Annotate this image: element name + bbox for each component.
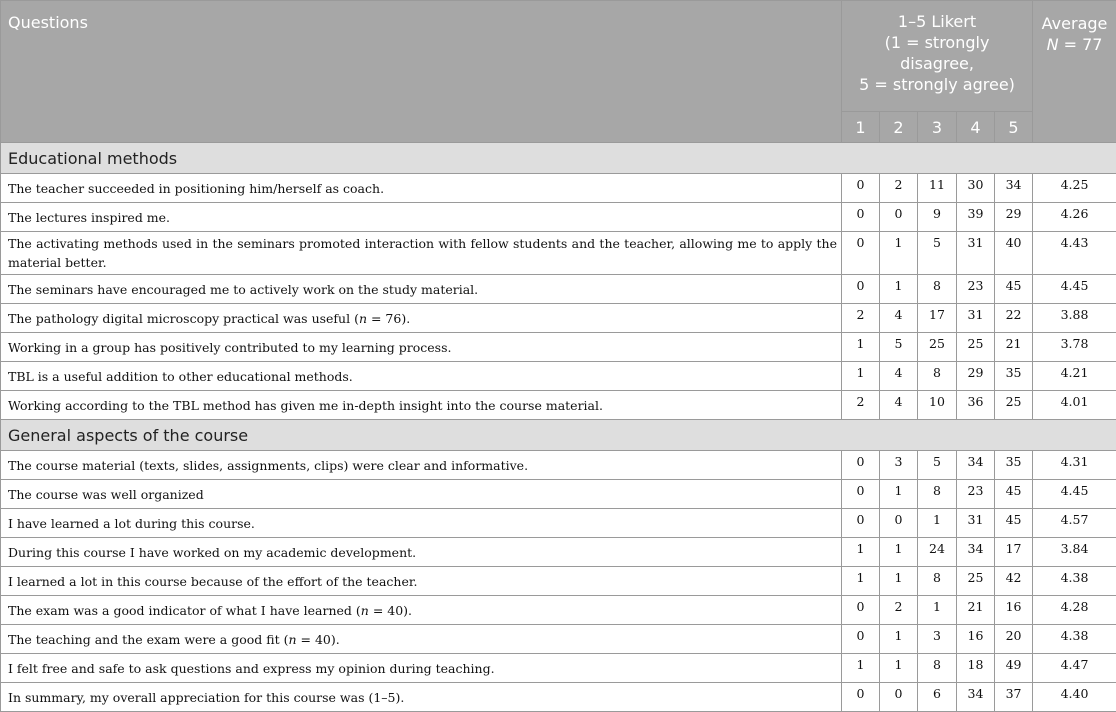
- count-cell-2: 0: [880, 683, 918, 712]
- count-cell-2: 0: [880, 203, 918, 232]
- count-cell-3: 5: [918, 451, 957, 480]
- count-cell-4: 30: [957, 174, 995, 203]
- table-row: [1, 203, 1116, 232]
- count-cell-2: 1: [880, 567, 918, 596]
- average-n-symbol: N: [1047, 35, 1059, 54]
- count-cell-1: 2: [842, 304, 880, 333]
- table-row: [1, 683, 1116, 712]
- count-cell-2: 3: [880, 451, 918, 480]
- count-cell-5: 22: [995, 304, 1033, 333]
- count-cell-1: 1: [842, 333, 880, 362]
- question-text: During this course I have worked on my academic development.: [8, 545, 416, 560]
- question-text: The pathology digital microscopy practical was useful (: [8, 311, 359, 326]
- table-row: [1, 509, 1116, 538]
- count-cell-3: 9: [918, 203, 957, 232]
- table-row: [1, 362, 1116, 391]
- average-cell: 4.57: [1033, 509, 1116, 538]
- average-cell: 3.88: [1033, 304, 1116, 333]
- count-cell-5: 29: [995, 203, 1033, 232]
- question-text: I have learned a lot during this course.: [8, 516, 255, 531]
- count-cell-2: 1: [880, 275, 918, 304]
- table-row: [1, 480, 1116, 509]
- count-cell-1: 0: [842, 451, 880, 480]
- table-row: [1, 538, 1116, 567]
- question-text: The course was well organized: [8, 487, 204, 502]
- question-cell: [1, 538, 842, 567]
- count-cell-3: 6: [918, 683, 957, 712]
- question-text: The exam was a good indicator of what I have learned (: [8, 603, 361, 618]
- table-row: [1, 567, 1116, 596]
- average-label: Average: [1035, 13, 1114, 34]
- question-cell: [1, 232, 842, 275]
- count-cell-1: 1: [842, 362, 880, 391]
- question-cell: [1, 683, 842, 712]
- question-cell: [1, 203, 842, 232]
- question-cell: [1, 362, 842, 391]
- count-cell-4: 25: [957, 333, 995, 362]
- average-cell: 4.28: [1033, 596, 1116, 625]
- sample-size-symbol: n: [359, 311, 367, 326]
- count-cell-4: 39: [957, 203, 995, 232]
- count-cell-2: 4: [880, 304, 918, 333]
- count-cell-4: 36: [957, 391, 995, 420]
- count-cell-2: 0: [880, 509, 918, 538]
- average-cell: 4.47: [1033, 654, 1116, 683]
- count-cell-2: 1: [880, 480, 918, 509]
- average-cell: 4.45: [1033, 275, 1116, 304]
- count-cell-5: 35: [995, 451, 1033, 480]
- question-text: The activating methods used in the seminars promoted interaction with fellow students and the teacher, allowing me to apply the material better.: [8, 236, 837, 270]
- count-cell-5: 45: [995, 480, 1033, 509]
- count-cell-2: 1: [880, 625, 918, 654]
- count-cell-2: 1: [880, 654, 918, 683]
- average-cell: 4.38: [1033, 625, 1116, 654]
- likert-desc-3: 5 = strongly agree): [846, 74, 1028, 95]
- table-row: [1, 654, 1116, 683]
- sample-size-symbol: n: [288, 632, 296, 647]
- scale-3-header: 3: [918, 112, 957, 143]
- count-cell-5: 37: [995, 683, 1033, 712]
- question-text: I learned a lot in this course because of the effort of the teacher.: [8, 574, 417, 589]
- question-cell: [1, 596, 842, 625]
- likert-desc-2: disagree,: [846, 53, 1028, 74]
- count-cell-3: 1: [918, 509, 957, 538]
- count-cell-1: 0: [842, 596, 880, 625]
- average-cell: 4.43: [1033, 232, 1116, 275]
- count-cell-3: 8: [918, 362, 957, 391]
- average-cell: 3.78: [1033, 333, 1116, 362]
- average-cell: 4.25: [1033, 174, 1116, 203]
- table-row: [1, 174, 1116, 203]
- average-cell: 4.38: [1033, 567, 1116, 596]
- question-cell: [1, 480, 842, 509]
- count-cell-4: 31: [957, 304, 995, 333]
- question-cell: [1, 451, 842, 480]
- count-cell-3: 5: [918, 232, 957, 275]
- table-row: [1, 625, 1116, 654]
- table-row: [1, 451, 1116, 480]
- table-row: [1, 333, 1116, 362]
- question-text: The seminars have encouraged me to actively work on the study material.: [8, 282, 478, 297]
- count-cell-5: 45: [995, 509, 1033, 538]
- count-cell-1: 1: [842, 567, 880, 596]
- count-cell-1: 0: [842, 625, 880, 654]
- scale-2-header: 2: [880, 112, 918, 143]
- count-cell-3: 8: [918, 480, 957, 509]
- average-cell: 4.40: [1033, 683, 1116, 712]
- count-cell-2: 1: [880, 538, 918, 567]
- count-cell-2: 2: [880, 596, 918, 625]
- count-cell-4: 16: [957, 625, 995, 654]
- count-cell-5: 42: [995, 567, 1033, 596]
- question-cell: [1, 275, 842, 304]
- count-cell-3: 1: [918, 596, 957, 625]
- count-cell-4: 21: [957, 596, 995, 625]
- section-row: [1, 420, 1116, 451]
- section-row: [1, 143, 1116, 174]
- count-cell-3: 10: [918, 391, 957, 420]
- question-cell: [1, 654, 842, 683]
- count-cell-5: 49: [995, 654, 1033, 683]
- count-cell-2: 5: [880, 333, 918, 362]
- section-title: Educational methods: [1, 143, 1116, 174]
- average-cell: 3.84: [1033, 538, 1116, 567]
- count-cell-1: 1: [842, 654, 880, 683]
- table-row: [1, 232, 1116, 275]
- question-text: The course material (texts, slides, assignments, clips) were clear and informative.: [8, 458, 528, 473]
- question-cell: [1, 625, 842, 654]
- count-cell-5: 20: [995, 625, 1033, 654]
- table-header: [1, 1, 1116, 143]
- question-cell: [1, 391, 842, 420]
- question-cell: [1, 333, 842, 362]
- question-text: The teacher succeeded in positioning him/herself as coach.: [8, 181, 384, 196]
- question-text: I felt free and safe to ask questions and express my opinion during teaching.: [8, 661, 495, 676]
- question-cell: [1, 304, 842, 333]
- count-cell-5: 45: [995, 275, 1033, 304]
- count-cell-5: 25: [995, 391, 1033, 420]
- count-cell-4: 31: [957, 232, 995, 275]
- scale-1-header: 1: [842, 112, 880, 143]
- sample-size-text: = 76).: [367, 311, 410, 326]
- scale-4-header: 4: [957, 112, 995, 143]
- question-text: The lectures inspired me.: [8, 210, 170, 225]
- question-cell: [1, 509, 842, 538]
- count-cell-5: 16: [995, 596, 1033, 625]
- average-cell: 4.21: [1033, 362, 1116, 391]
- count-cell-5: 40: [995, 232, 1033, 275]
- average-header: [1033, 1, 1116, 143]
- count-cell-4: 23: [957, 480, 995, 509]
- count-cell-5: 34: [995, 174, 1033, 203]
- question-text: TBL is a useful addition to other educational methods.: [8, 369, 353, 384]
- count-cell-1: 2: [842, 391, 880, 420]
- likert-desc-1: (1 = strongly: [846, 32, 1028, 53]
- count-cell-4: 34: [957, 683, 995, 712]
- questions-header: Questions: [1, 1, 842, 143]
- count-cell-4: 25: [957, 567, 995, 596]
- question-text: Working according to the TBL method has given me in-depth insight into the course material.: [8, 398, 603, 413]
- count-cell-3: 8: [918, 654, 957, 683]
- count-cell-2: 4: [880, 362, 918, 391]
- table-row: [1, 391, 1116, 420]
- count-cell-2: 4: [880, 391, 918, 420]
- count-cell-1: 0: [842, 683, 880, 712]
- count-cell-4: 34: [957, 538, 995, 567]
- count-cell-4: 18: [957, 654, 995, 683]
- count-cell-3: 25: [918, 333, 957, 362]
- count-cell-4: 31: [957, 509, 995, 538]
- count-cell-3: 24: [918, 538, 957, 567]
- count-cell-2: 1: [880, 232, 918, 275]
- count-cell-1: 0: [842, 275, 880, 304]
- scale-5-header: 5: [995, 112, 1033, 143]
- average-n-value: = 77: [1059, 35, 1103, 54]
- count-cell-1: 0: [842, 174, 880, 203]
- count-cell-5: 17: [995, 538, 1033, 567]
- count-cell-4: 23: [957, 275, 995, 304]
- sample-size-symbol: n: [361, 603, 369, 618]
- average-cell: 4.26: [1033, 203, 1116, 232]
- count-cell-1: 0: [842, 203, 880, 232]
- table-row: [1, 275, 1116, 304]
- count-cell-1: 0: [842, 232, 880, 275]
- count-cell-1: 0: [842, 480, 880, 509]
- average-cell: 4.31: [1033, 451, 1116, 480]
- question-text: The teaching and the exam were a good fit (: [8, 632, 288, 647]
- average-n: [1035, 34, 1114, 55]
- sample-size-text: = 40).: [297, 632, 340, 647]
- count-cell-4: 29: [957, 362, 995, 391]
- likert-scale-header: [842, 1, 1033, 112]
- question-text: In summary, my overall appreciation for this course was (1–5).: [8, 690, 404, 705]
- sample-size-text: = 40).: [369, 603, 412, 618]
- count-cell-3: 11: [918, 174, 957, 203]
- table-row: [1, 304, 1116, 333]
- average-cell: 4.45: [1033, 480, 1116, 509]
- count-cell-1: 0: [842, 509, 880, 538]
- count-cell-3: 3: [918, 625, 957, 654]
- count-cell-3: 8: [918, 275, 957, 304]
- question-cell: [1, 567, 842, 596]
- count-cell-5: 35: [995, 362, 1033, 391]
- count-cell-3: 8: [918, 567, 957, 596]
- count-cell-5: 21: [995, 333, 1033, 362]
- count-cell-2: 2: [880, 174, 918, 203]
- count-cell-3: 17: [918, 304, 957, 333]
- question-cell: [1, 174, 842, 203]
- likert-title: 1–5 Likert: [846, 11, 1028, 32]
- count-cell-4: 34: [957, 451, 995, 480]
- question-text: Working in a group has positively contributed to my learning process.: [8, 340, 451, 355]
- average-cell: 4.01: [1033, 391, 1116, 420]
- table-row: [1, 596, 1116, 625]
- table-body: [1, 143, 1116, 712]
- count-cell-1: 1: [842, 538, 880, 567]
- section-title: General aspects of the course: [1, 420, 1116, 451]
